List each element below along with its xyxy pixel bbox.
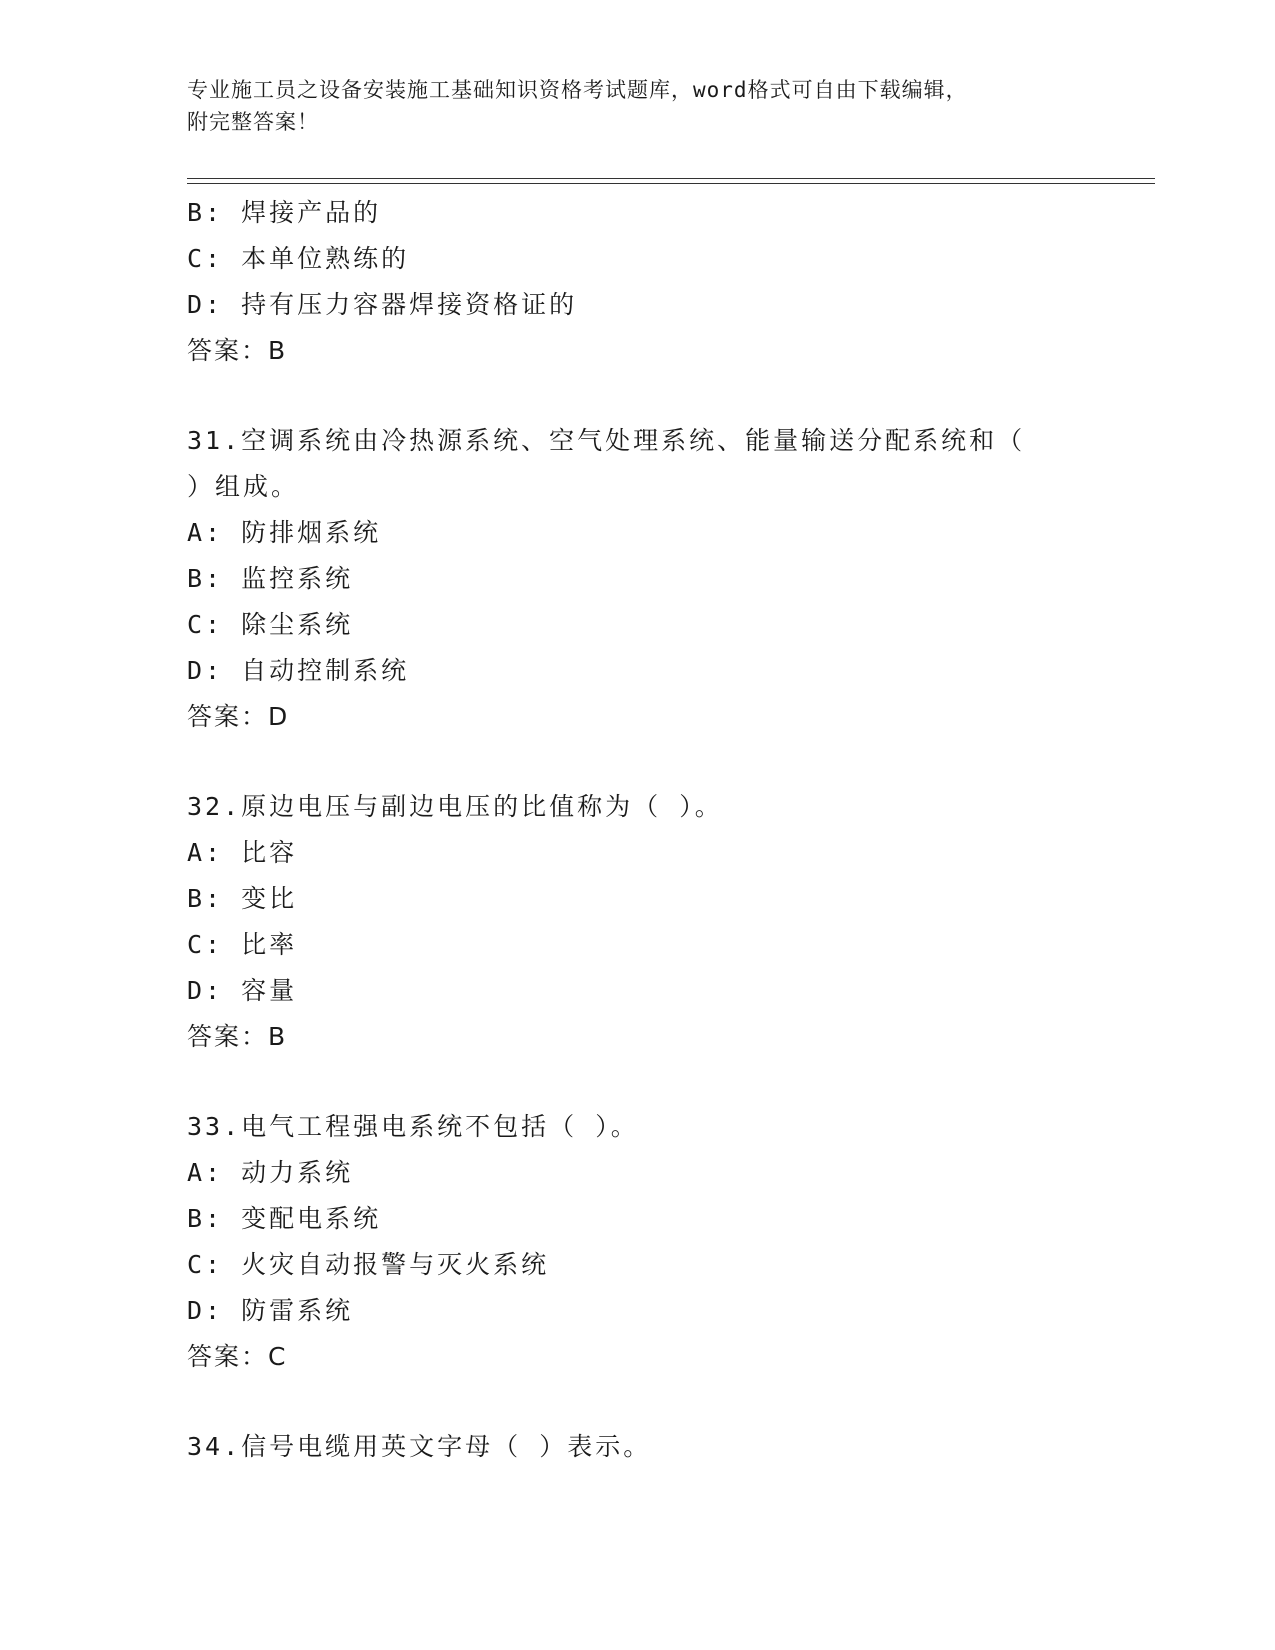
option-c: C: 火灾自动报警与灭火系统: [187, 1250, 550, 1279]
answer-line: 答案：C: [187, 1342, 288, 1371]
option-a: A: 防排烟系统: [187, 518, 382, 547]
answer-line: 答案：D: [187, 702, 290, 731]
question-32: [187, 784, 1087, 1060]
question-gap: [187, 1380, 1087, 1424]
option-b: B: 变比: [187, 884, 298, 913]
question-list: [187, 190, 1087, 1470]
option-c: C: 比率: [187, 930, 298, 959]
question-31: [187, 418, 1087, 740]
question-stem: 32.原边电压与副边电压的比值称为（ ）。: [187, 792, 723, 821]
question-stem: 31.空调系统由冷热源系统、空气处理系统、能量输送分配系统和（: [187, 426, 1026, 455]
option-b: B: 监控系统: [187, 564, 354, 593]
question-stem-continued: ）组成。: [187, 472, 300, 501]
option-c: C: 本单位熟练的: [187, 244, 410, 273]
question-stem: 34.信号电缆用英文字母（ ）表示。: [187, 1432, 652, 1461]
option-b: B: 变配电系统: [187, 1204, 382, 1233]
answer-line: 答案：B: [187, 1022, 288, 1051]
document-header: [187, 74, 1087, 138]
question-gap: [187, 374, 1087, 418]
header-divider-bottom: [187, 183, 1155, 184]
question-stem: 33.电气工程强电系统不包括（ ）。: [187, 1112, 639, 1141]
option-d: D: 持有压力容器焊接资格证的: [187, 290, 578, 319]
question-gap: [187, 740, 1087, 784]
option-d: D: 防雷系统: [187, 1296, 354, 1325]
header-divider-top: [187, 178, 1155, 179]
option-d: D: 容量: [187, 976, 298, 1005]
option-c: C: 除尘系统: [187, 610, 354, 639]
question-30-continued: [187, 190, 1087, 374]
option-d: D: 自动控制系统: [187, 656, 410, 685]
option-b: B: 焊接产品的: [187, 198, 382, 227]
option-a: A: 动力系统: [187, 1158, 354, 1187]
question-gap: [187, 1060, 1087, 1104]
question-33: [187, 1104, 1087, 1380]
header-line-1: 专业施工员之设备安装施工基础知识资格考试题库，word格式可自由下载编辑，: [187, 78, 968, 102]
header-line-2: 附完整答案！: [187, 110, 319, 134]
option-a: A: 比容: [187, 838, 298, 867]
question-34: [187, 1424, 1087, 1470]
answer-line: 答案：B: [187, 336, 288, 365]
